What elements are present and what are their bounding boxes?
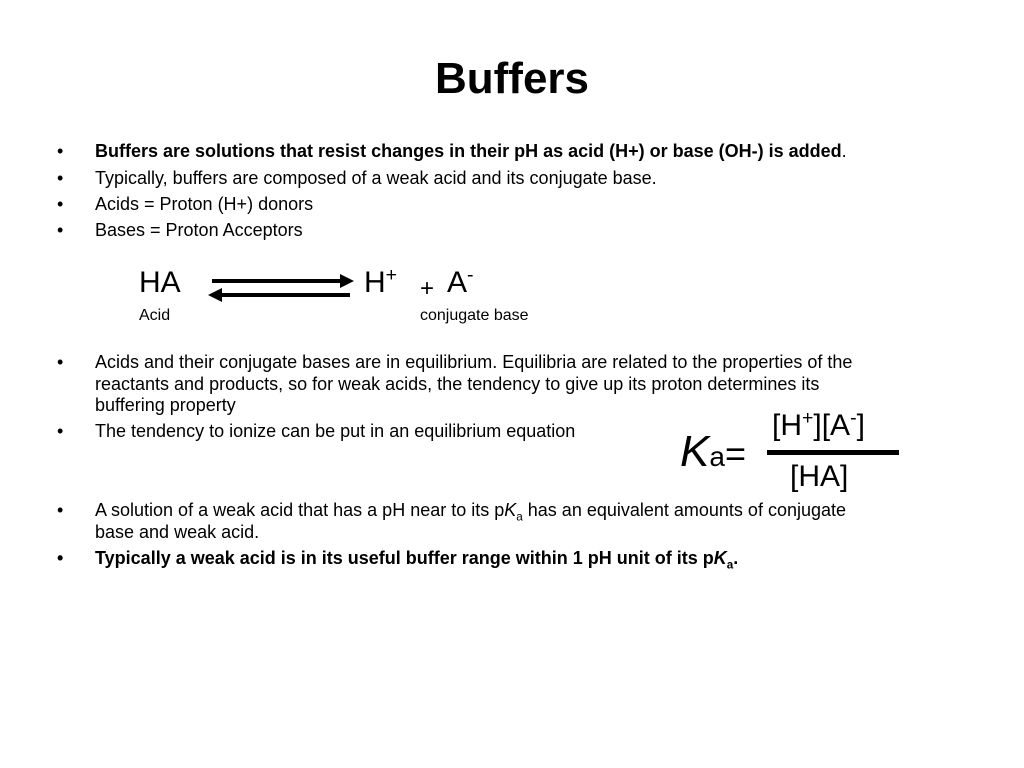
bullet-glyph: • (57, 421, 64, 441)
bullet-line: Acids and their conjugate bases are in equilibrium. Equilibria are related to the properties of the (95, 352, 853, 372)
ka-denominator: [HA] (790, 460, 849, 493)
bullet-equilibrium (57, 352, 955, 417)
bullet-line: A solution of a weak acid that has a pH near to its $pK_a$ has an equivalent amounts of conjugate (95, 500, 847, 524)
bullet-line: reactants and products, so for weak acids, the tendency to give up its proton determines its (95, 373, 820, 394)
forward-arrow-head-icon (340, 274, 354, 288)
reverse-arrow-head-icon (208, 288, 222, 302)
bullet-glyph: • (57, 168, 64, 188)
ka-symbol: Ka= (680, 427, 746, 476)
bullet-glyph: • (57, 141, 64, 161)
bullet-text: The tendency to ionize can be put in an equilibrium equation (95, 421, 576, 441)
bullet-line: base and weak acid. (95, 521, 260, 542)
plus-sign: + (420, 275, 435, 302)
bullet-buffer-composition (57, 168, 657, 190)
bullet-weak-acid-pka (57, 500, 955, 543)
bullet-glyph: • (57, 500, 64, 520)
bullet-text: Buffers are solutions that resist changes in their pH as acid (H+) or base (OH-) is added (95, 141, 842, 161)
bullet-text: Acids = Proton (H+) donors (95, 194, 314, 214)
bullet-glyph: • (57, 352, 64, 372)
bullet-bases (57, 220, 303, 242)
bullet-glyph: • (57, 220, 64, 240)
forward-arrow-line (212, 279, 342, 283)
bullet-glyph: • (57, 548, 64, 568)
bullet-buffers-definition (57, 141, 847, 163)
bullet-text-suffix: . (841, 141, 847, 161)
ka-numerator: [H+][A-] (772, 407, 865, 442)
reverse-arrow-line (222, 293, 350, 297)
conjugate-base-label: conjugate base (420, 307, 529, 324)
fraction-bar (767, 450, 899, 455)
bullet-glyph: • (57, 194, 64, 214)
bullet-buffer-range: • Typically a weak acid is in its useful buffer range within 1 pH unit of its $pK_a$. (57, 548, 739, 572)
product-h-plus: H+ (364, 264, 398, 299)
product-a-minus: A- (447, 264, 474, 299)
acid-label: Acid (139, 307, 171, 324)
slide-title: Buffers (434, 54, 590, 103)
bullet-ionize (57, 421, 576, 443)
bullet-text: Bases = Proton Acceptors (95, 220, 303, 240)
bullet-text: Typically, buffers are composed of a weak acid and its conjugate base. (95, 168, 657, 188)
bullet-line: buffering property (95, 395, 236, 415)
reactant-ha: HA (139, 266, 181, 299)
bullet-acids (57, 194, 314, 216)
